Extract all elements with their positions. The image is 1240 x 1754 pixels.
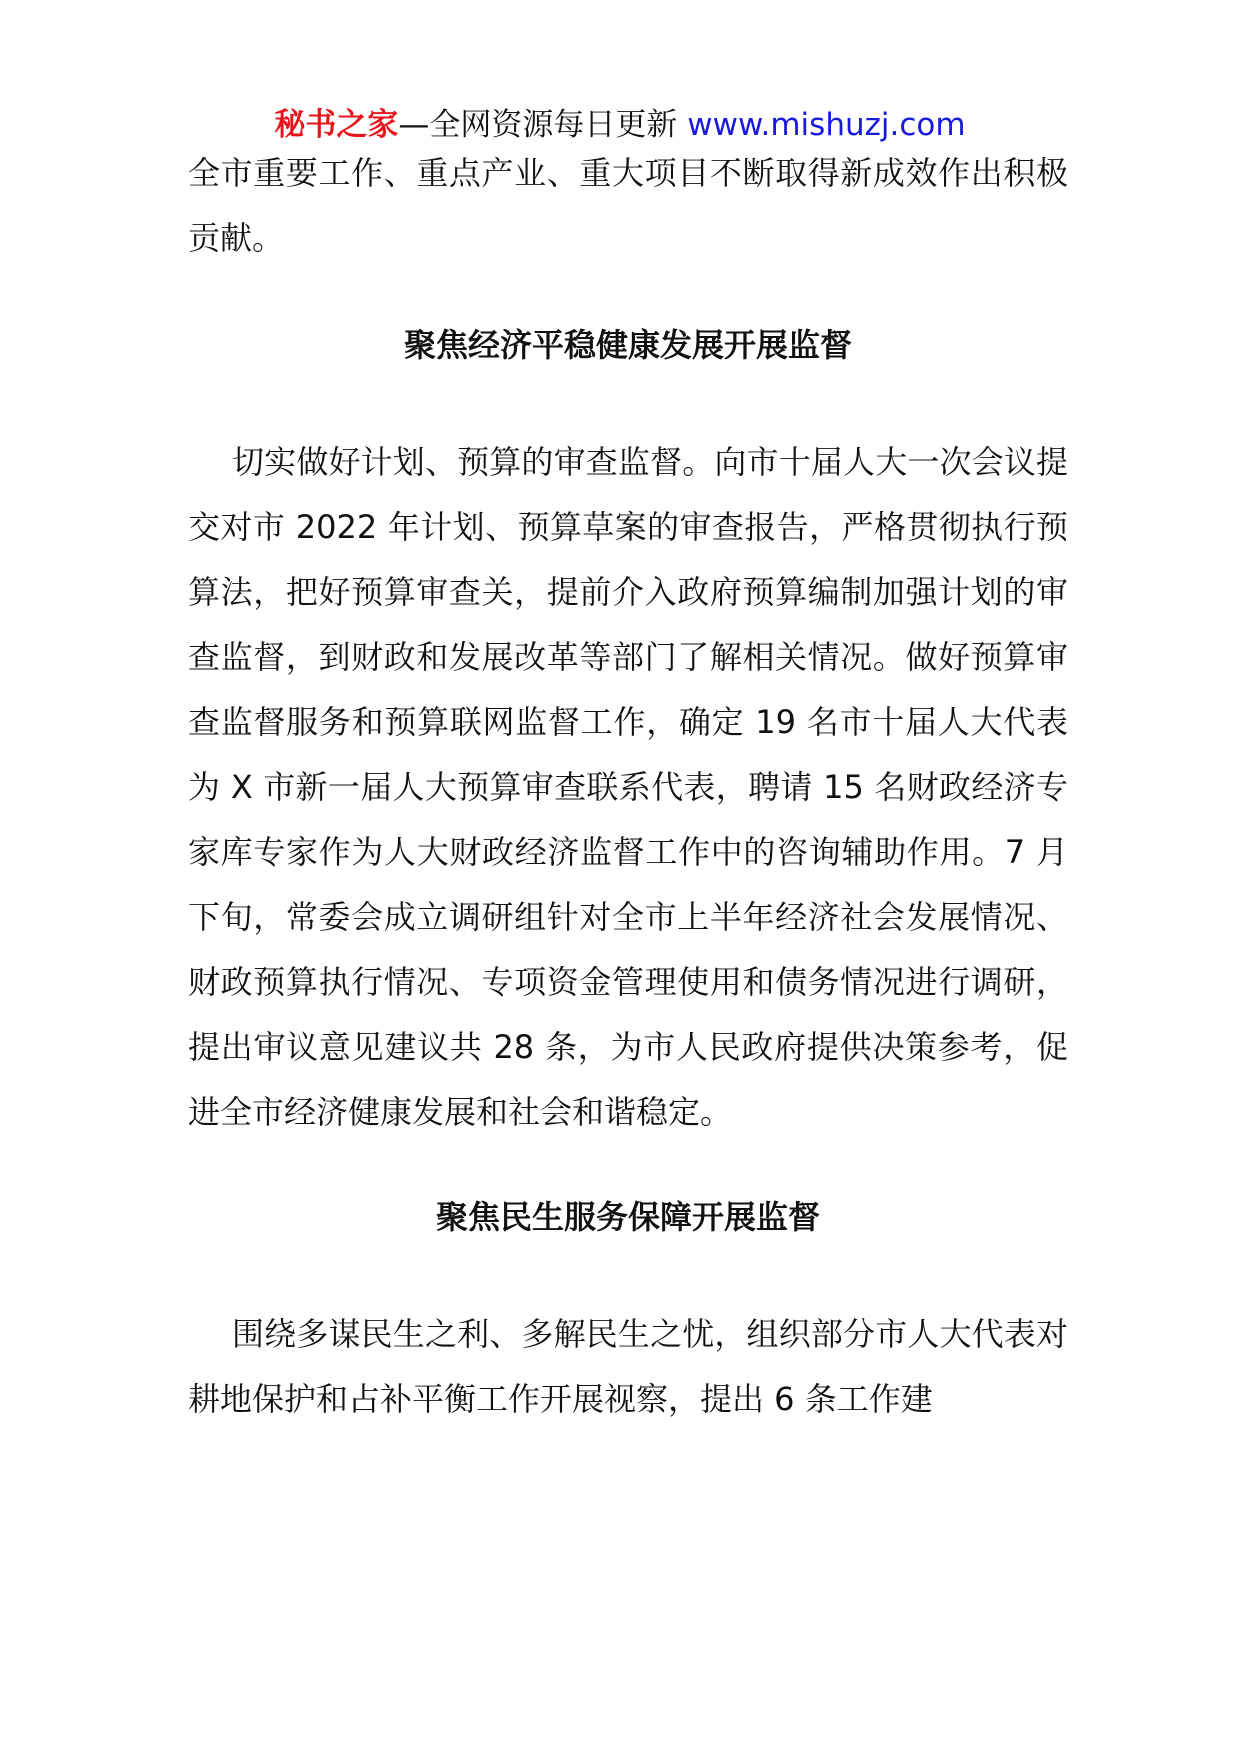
- section-heading-livelihood: 聚焦民生服务保障开展监督: [435, 1198, 820, 1236]
- brand-name: 秘书之家: [274, 107, 399, 143]
- continuation-paragraph: 全市重要工作、重点产业、重大项目不断取得新成效作出积极贡献。: [188, 154, 1068, 257]
- section-economy-body: [188, 430, 1068, 1145]
- section-economy-paragraph: 切实做好计划、预算的审查监督。向市十届人大一次会议提交对市 2022 年计划、预算草案的审查报告，严格贯彻执行预算法，把好预算审查关，提前介入政府预算编制加强计划的审查监督，到财政和发展改革等部门了解相关情况。做好预算审查监督服务和预算联网监督工作，确定 19 名市十届人大代表为 X 市新一届人大预算审查联系代表，聘请 15 名财政经济专家库专家作为人大财政经济监督工作中的咨询辅助作用。7 月下旬，常委会成立调研组针对全市上半年经济社会发展情况、财政预算执行情况、专项资金管理使用和债务情况进行调研，提出审议意见建议共 28 条，为市人民政府提供决策参考，促进全市经济健康发展和社会和谐稳定。: [188, 443, 1068, 1131]
- section-heading-economy: 聚焦经济平稳健康发展开展监督: [403, 326, 852, 364]
- section-livelihood-body: [188, 1302, 1068, 1432]
- site-url-link[interactable]: www.mishuzj.com: [687, 107, 966, 143]
- header-slogan: —全网资源每日更新: [398, 107, 678, 143]
- continuation-block: [188, 141, 1068, 271]
- section-livelihood-paragraph: 围绕多谋民生之利、多解民生之忧，组织部分市人大代表对耕地保护和占补平衡工作开展视察，提出 6 条工作建: [188, 1315, 1068, 1418]
